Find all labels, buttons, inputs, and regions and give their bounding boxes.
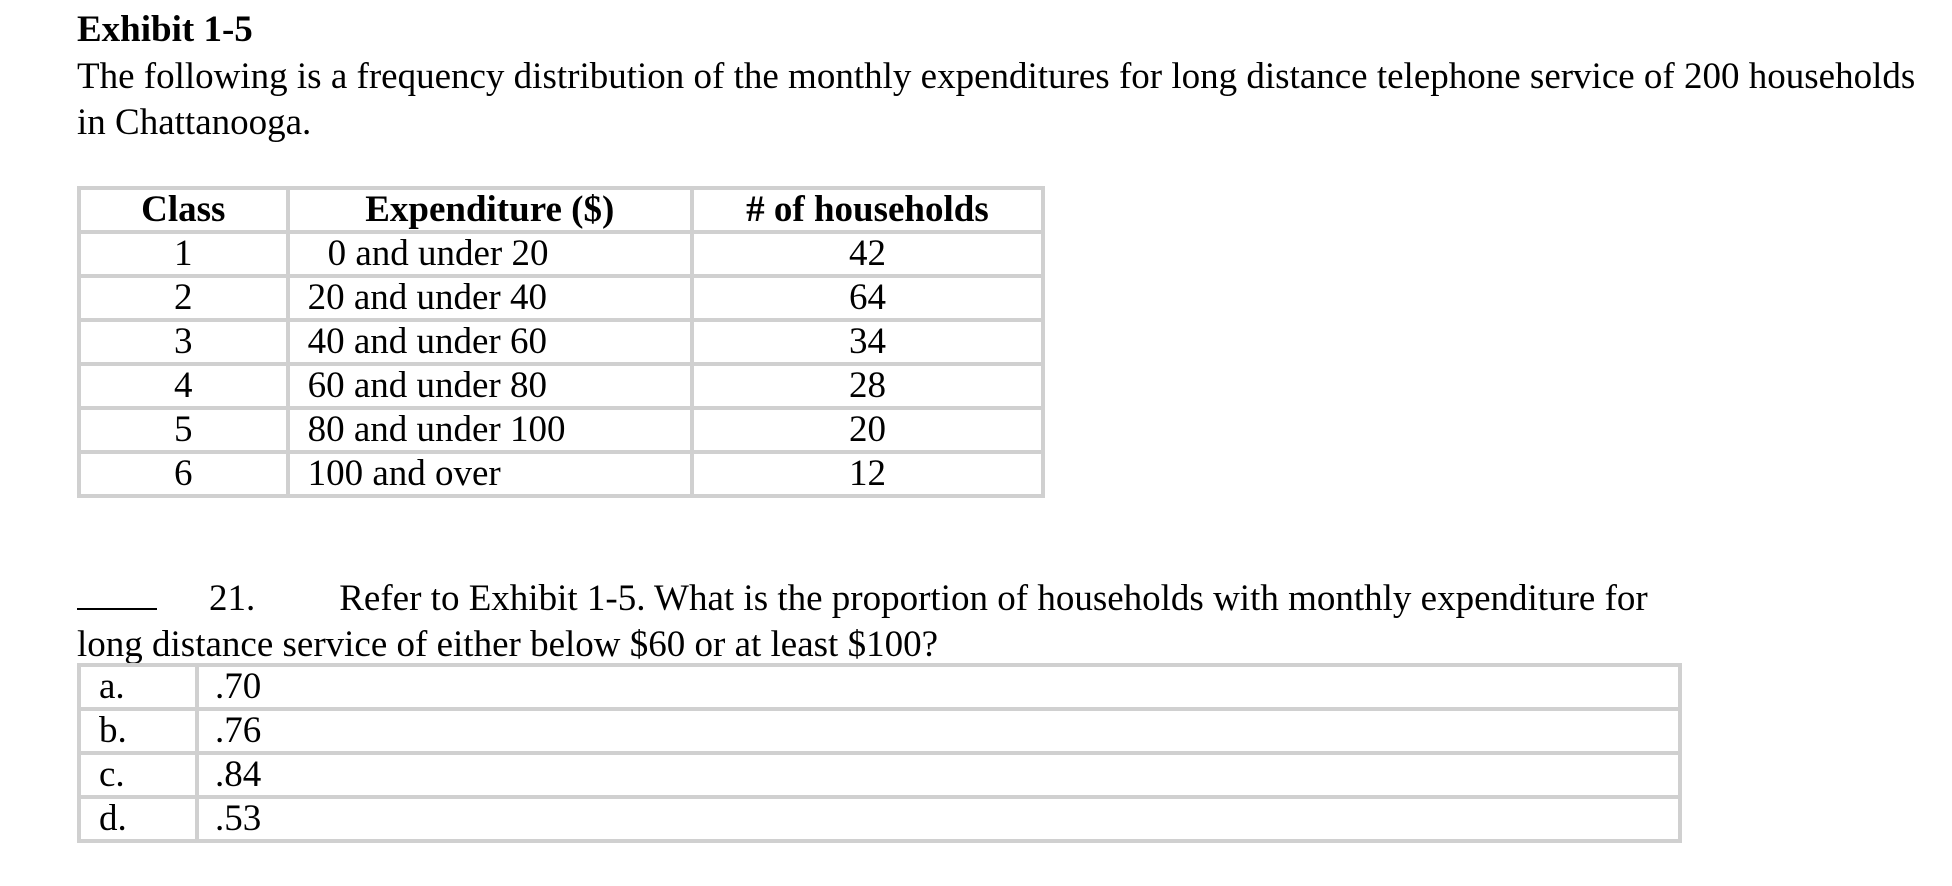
question-block [77,574,1917,668]
choice-row[interactable] [79,753,1680,797]
cell-households: 12 [692,452,1043,496]
question-text-1: Refer to Exhibit 1-5. What is the proportion of households with monthly expenditure for [339,578,1648,619]
cell-class: 1 [79,232,288,276]
question-text-2: long distance service of either below $60 or at least $100? [77,624,938,665]
table-row [79,408,1043,452]
cell-households: 20 [692,408,1043,452]
cell-class: 5 [79,408,288,452]
cell-expenditure: 60 and under 80 [288,364,692,408]
cell-class: 2 [79,276,288,320]
choice-row[interactable] [79,709,1680,753]
choice-value: .76 [197,709,1680,753]
cell-expenditure: 0 and under 20 [288,232,692,276]
exhibit-title: Exhibit 1-5 [77,9,253,50]
cell-expenditure: 80 and under 100 [288,408,692,452]
cell-expenditure: 20 and under 40 [288,276,692,320]
choice-letter: c. [79,753,197,797]
choice-value: .84 [197,753,1680,797]
exhibit-intro: The following is a frequency distribution of the monthly expenditures for long distance telephone service of 200 households in Chattanooga. [77,56,1916,143]
cell-households: 28 [692,364,1043,408]
question-line-1 [77,574,1917,622]
frequency-table [77,186,1045,498]
table-row [79,364,1043,408]
choice-row[interactable] [79,665,1680,709]
cell-households: 64 [692,276,1043,320]
table-header-row [79,188,1043,232]
header-expenditure: Expenditure ($) [288,188,692,232]
choices-table [77,663,1682,843]
cell-households: 34 [692,320,1043,364]
cell-expenditure: 40 and under 60 [288,320,692,364]
choice-value: .70 [197,665,1680,709]
choice-letter: b. [79,709,197,753]
cell-class: 3 [79,320,288,364]
cell-class: 4 [79,364,288,408]
question-number: 21. [209,578,256,619]
table-row [79,276,1043,320]
choice-letter: a. [79,665,197,709]
header-class: Class [79,188,288,232]
answer-blank[interactable] [77,574,157,610]
choice-letter: d. [79,797,197,841]
table-row [79,320,1043,364]
cell-expenditure: 100 and over [288,452,692,496]
choice-value: .53 [197,797,1680,841]
cell-class: 6 [79,452,288,496]
table-row [79,452,1043,496]
table-row [79,232,1043,276]
choice-row[interactable] [79,797,1680,841]
cell-households: 42 [692,232,1043,276]
header-households: # of households [692,188,1043,232]
